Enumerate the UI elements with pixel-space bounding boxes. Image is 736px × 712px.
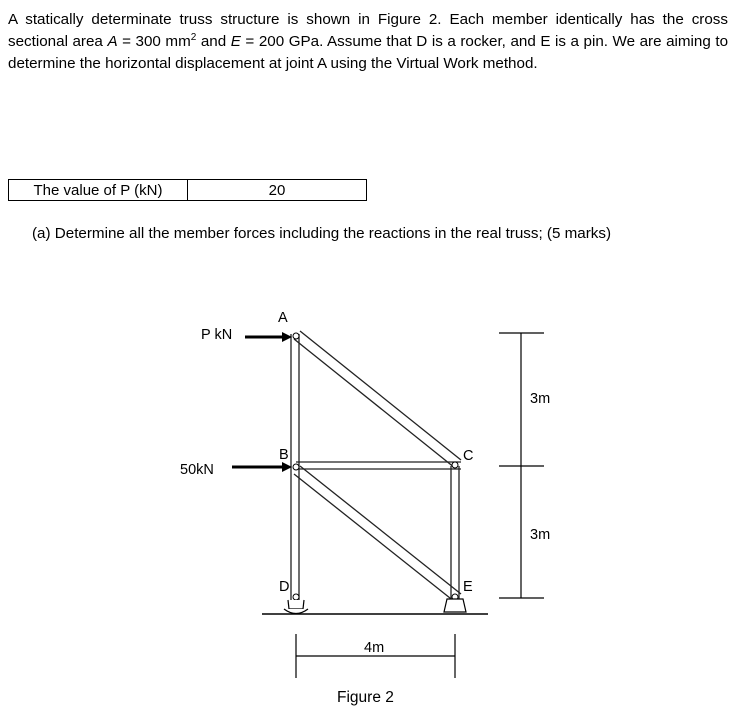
- load-50kn-label: 50kN: [180, 462, 214, 478]
- joint-d-pin: [293, 594, 299, 600]
- vertical-dimension: [499, 333, 544, 598]
- figure-caption: Figure 2: [337, 689, 394, 706]
- joint-b-label: B: [279, 447, 289, 463]
- p-value-label: The value of P (kN): [9, 180, 188, 201]
- joint-d-label: D: [279, 579, 290, 595]
- area-symbol: A: [107, 33, 118, 50]
- load-arrow-p: [245, 332, 292, 342]
- joint-e-label: E: [463, 579, 473, 595]
- area-value: = 300 mm: [117, 33, 191, 50]
- modulus-symbol: E: [230, 33, 241, 50]
- joint-b-pin: [293, 464, 299, 470]
- statement-text-1: A statically determinate truss structure is shown in Figure 2. Each member identically has the cross sectional area: [8, 11, 728, 50]
- member-bc: [296, 462, 461, 469]
- load-p-label: P kN: [201, 327, 233, 343]
- rocker-support-d: [284, 600, 308, 614]
- dim-bottom-label: 3m: [530, 527, 551, 543]
- joint-c-label: C: [463, 448, 474, 464]
- statement-and: and: [196, 33, 231, 50]
- member-ce: [451, 466, 459, 600]
- area-exponent: 2: [190, 31, 197, 43]
- statement-text-2: = 200 GPa. Assume that D is a rocker, and E is a pin. We are aiming to determine the horizontal displacement at joint A using the Virtual Work method.: [8, 33, 729, 72]
- joint-a-label: A: [278, 310, 288, 326]
- joint-a-pin: [293, 333, 299, 339]
- pin-support-e: [444, 599, 466, 612]
- joint-c-pin: [452, 462, 458, 468]
- question-a: (a) Determine all the member forces including the reactions in the real truss; (5 marks): [32, 225, 612, 242]
- member-be: [294, 466, 461, 602]
- member-ac: [294, 331, 461, 468]
- p-value-cell: 20: [188, 180, 367, 201]
- load-arrow-50kn: [232, 462, 292, 472]
- dim-top-label: 3m: [530, 391, 551, 407]
- dim-width-label: 4m: [364, 640, 385, 656]
